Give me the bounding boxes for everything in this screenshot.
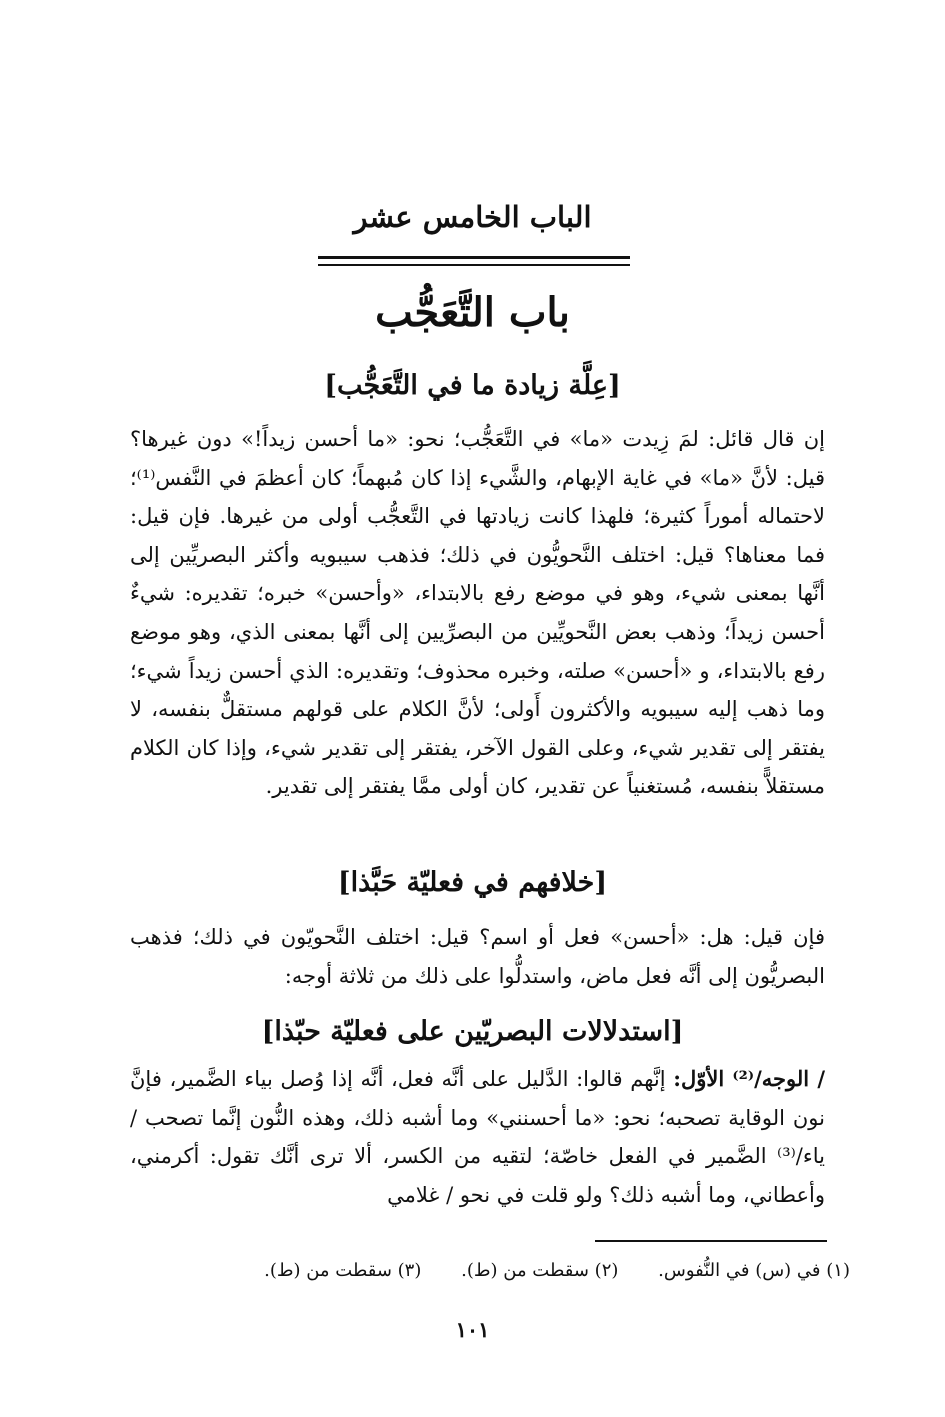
footnote-2: (٢) سقطت من (ط). <box>461 1260 619 1281</box>
main-title: باب التَّعَجُّب <box>375 289 570 336</box>
title-divider-top <box>318 256 630 259</box>
section-heading-1: [عِلَّة زيادة ما في التَّعَجُّب] <box>324 370 621 401</box>
title-divider-bottom <box>318 264 630 266</box>
section-paragraph-1: إن قال قائل: لمَ زِيدت «ما» في التَّعَجُّب؛ نحو: «ما أحسن زيداً!» دون غيرها؟ قيل: لأنَّ «ما» في غاية الإبهام، والشَّيء إذا كان مُبهماً؛ كان أعظمَ في النَّفس⁽¹⁾؛ لاحتماله أموراً كثيرة؛ فلهذا كانت زيادتها في التَّعجُّب أولى من غيرها. فإن قيل: فما معناها؟ قيل: اختلف النَّحويُّون في ذلك؛ فذهب سيبويه وأكثر البصريِّين إلى أنَّها بمعنى شيء، وهو في موضع رفع بالابتداء، «وأحسن» خبره؛ تقديره: شيءٌ أحسن زيداً؛ وذهب بعض النَّحويِّين من البصرِّيين إلى أنَّها بمعنى الذي، وهو موضع رفع بالابتداء، و «أحسن» صلته، وخبره محذوف؛ وتقديره: الذي أحسن زيداً شيء؛ وما ذهب إليه سيبويه والأكثرون أَولى؛ لأنَّ الكلام على قولهم مستقلٌّ بنفسه، لا يفتقر إلى تقدير شيء، وعلى القول الآخر، يفتقر إلى تقدير شيء، وإذا كان الكلام مستقلاًّ بنفسه، مُستغنياً عن تقدير، كان أولى ممَّا يفتقر إلى تقدير. <box>130 427 825 799</box>
footnotes <box>130 1252 850 1290</box>
section-paragraph-3 <box>130 1060 825 1214</box>
footnote-divider <box>595 1240 827 1242</box>
footnote-3: (٣) سقطت من (ط). <box>264 1260 422 1281</box>
page-number: ١٠١ <box>455 1317 490 1342</box>
paragraph-body: إنَّهم قالوا: الدَّليل على أنَّه فعل، أنَّه إذا وُصل بياء الضَّمير، فإنَّ نون الوقاية تصحبه؛ نحو: «ما أحسنني» وما أشبه ذلك، وهذه النُّون إنَّما تصحب / ياء/⁽³⁾ الضَّمير في الفعل خاصّة؛ لتقيه من الكسر، ألا ترى أنَّك تقول: أكرمني، وأعطاني، وما أشبه ذلك؟ ولو قلت في نحو / غلامي <box>130 1067 825 1207</box>
section-paragraph-2: فإن قيل: هل: «أحسن» فعل أو اسم؟ قيل: اختلف النَّحويّون في ذلك؛ فذهب البصريُّون إلى أنَّه فعل ماض، واستدلُّوا على ذلك من ثلاثة أوجه: <box>130 925 825 988</box>
section-heading-3: [استدلالات البصريّين على فعليّة حبّذا] <box>261 1016 684 1047</box>
section-heading-2: [خلافهم في فعليّة حَبَّذا] <box>337 867 608 898</box>
chapter-title: الباب الخامس عشر <box>353 200 592 234</box>
footnote-1: (١) في (س) في النُّفوس. <box>658 1260 850 1281</box>
paragraph-lead: / الوجه/⁽²⁾ الأوّل: <box>673 1066 825 1091</box>
